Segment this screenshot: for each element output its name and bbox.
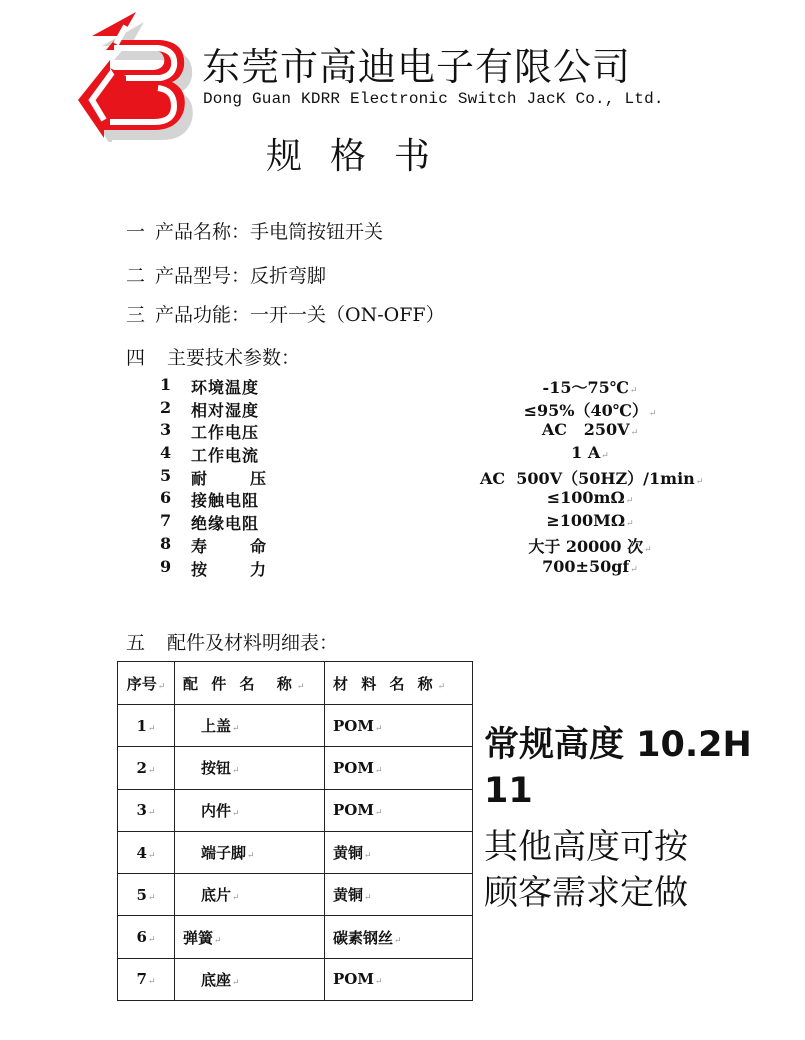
- param-number: 4: [160, 443, 172, 463]
- section-tech-params: [126, 343, 300, 370]
- material-name: 黄铜↵: [325, 831, 473, 873]
- param-row: [160, 534, 700, 557]
- section-product-function: [126, 300, 445, 327]
- param-label: 接触电阻: [191, 491, 260, 511]
- section-number: 二: [126, 265, 146, 287]
- param-value: ≥100MΩ↵: [546, 511, 634, 531]
- custom-height-note-line2: 顾客需求定做: [484, 873, 688, 913]
- table-row: [118, 831, 473, 873]
- company-name-en: Dong Guan KDRR Electronic Switch JacK Co., Ltd.: [203, 90, 664, 108]
- section-product-model: [126, 261, 326, 288]
- param-value: AC 500V（50HZ）/1min↵: [480, 468, 704, 488]
- material-name: 碳素钢丝↵: [325, 916, 473, 958]
- part-name: 底座↵: [175, 958, 325, 1000]
- param-label: 耐 压: [191, 468, 267, 488]
- param-label: 工作电流: [191, 446, 260, 466]
- param-number: 5: [160, 465, 172, 485]
- param-value: 700±50gf↵: [542, 556, 638, 576]
- param-row: [160, 398, 700, 421]
- section-text: 产品型号：反折弯脚: [155, 265, 327, 287]
- company-name-cn: 东莞市高迪电子有限公司: [202, 45, 632, 89]
- tech-params-list: [160, 375, 704, 579]
- standard-height-note: 常规高度 10.2H: [484, 725, 752, 765]
- param-number: 3: [160, 420, 172, 440]
- table-row: [118, 916, 473, 958]
- part-name: 弹簧↵: [175, 916, 325, 958]
- parts-materials-table: [117, 661, 473, 1001]
- section-number: 五: [126, 632, 146, 654]
- section-product-name: [126, 217, 383, 244]
- row-index: 3↵: [118, 789, 175, 831]
- row-index: 6↵: [118, 916, 175, 958]
- table-row: [118, 789, 473, 831]
- param-label: 环境温度: [191, 378, 260, 397]
- section-text: 产品功能：一开一关（ON-OFF）: [155, 304, 445, 326]
- param-label: 相对湿度: [191, 400, 260, 420]
- part-name: 端子脚↵: [175, 831, 325, 873]
- section-number: 三: [126, 304, 146, 326]
- document-title: 规格书: [266, 136, 459, 177]
- param-label: 寿 命: [191, 536, 267, 556]
- param-number: 2: [160, 397, 172, 417]
- row-index: 7↵: [118, 958, 175, 1000]
- part-name: 底片↵: [175, 874, 325, 916]
- section-text: 产品名称：手电筒按钮开关: [155, 221, 384, 243]
- param-value: ≤100mΩ↵: [546, 488, 634, 508]
- param-value: ≤95%（40℃）↵: [523, 400, 657, 420]
- row-index: 1↵: [118, 705, 175, 747]
- header-part-name: 配 件 名 称↵: [175, 662, 325, 705]
- material-name: POM↵: [325, 705, 473, 747]
- param-number: 6: [160, 488, 172, 508]
- param-row: [160, 557, 700, 580]
- section-parts-materials: [126, 628, 338, 655]
- header-material-name: 材 料 名 称↵: [325, 662, 473, 705]
- param-row: [160, 375, 700, 398]
- part-name: 内件↵: [175, 789, 325, 831]
- param-label: 绝缘电阻: [191, 514, 260, 534]
- standard-height-note-cont: 11: [484, 771, 533, 811]
- kdrr-arrow-logo-icon: [74, 10, 194, 142]
- part-name: 按钮↵: [175, 747, 325, 789]
- table-row: [118, 958, 473, 1000]
- material-name: POM↵: [325, 958, 473, 1000]
- header-index: 序号↵: [118, 662, 175, 705]
- param-value: AC 250V↵: [541, 420, 639, 440]
- param-row: [160, 511, 700, 534]
- table-row: [118, 747, 473, 789]
- param-label: 按 力: [191, 559, 267, 579]
- table-row: [118, 705, 473, 747]
- table-header-row: [118, 662, 473, 705]
- param-row: [160, 488, 700, 511]
- param-value: 大于 20000 次↵: [528, 536, 652, 556]
- custom-height-note-line1: 其他高度可按: [484, 827, 688, 867]
- param-number: 7: [160, 511, 172, 531]
- part-name: 上盖↵: [175, 705, 325, 747]
- param-number: 8: [160, 533, 172, 553]
- param-row: [160, 443, 700, 466]
- param-row: [160, 420, 700, 443]
- param-number: 1: [160, 375, 172, 394]
- param-row: [160, 465, 704, 489]
- company-logo: [74, 10, 194, 142]
- section-text: 配件及材料明细表：: [167, 632, 339, 654]
- param-value: 1 A↵: [571, 443, 609, 463]
- material-name: 黄铜↵: [325, 874, 473, 916]
- section-number: 四: [126, 347, 146, 369]
- material-name: POM↵: [325, 747, 473, 789]
- row-index: 5↵: [118, 874, 175, 916]
- row-index: 2↵: [118, 747, 175, 789]
- section-text: 主要技术参数：: [167, 347, 301, 369]
- table-row: [118, 874, 473, 916]
- material-name: POM↵: [325, 789, 473, 831]
- param-number: 9: [160, 556, 172, 576]
- row-index: 4↵: [118, 831, 175, 873]
- param-value: -15～75℃↵: [542, 378, 638, 397]
- param-label: 工作电压: [191, 423, 260, 443]
- section-number: 一: [126, 221, 146, 243]
